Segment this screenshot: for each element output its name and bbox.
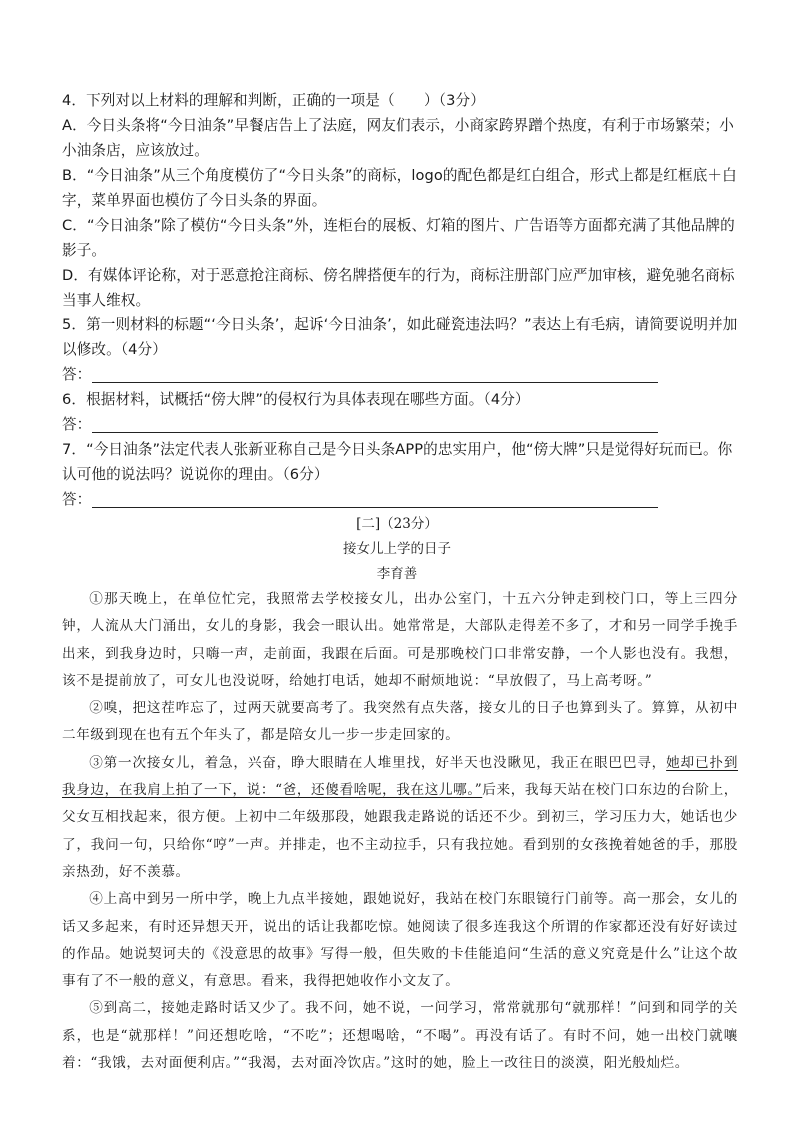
essay-paragraph-4: ④上高中到另一所中学，晚上九点半接她，跟她说好，我站在校门东眼镜行门前等。高一那会，女儿的话又多起来，有时还异想天开，说出的话让我都吃惊。她阅读了很多连我这个所谓的作家都还没有好好读过的作品。她说契诃夫的《没意思的故事》写得一般，但失败的卡佳能追问“生活的意义究竟是什么”让这个故事有了不一般的意义，有意思。看来，我得把她收作小文友了。: [62, 891, 738, 990]
answer-rule: [92, 432, 658, 433]
essay-title: 接女儿上学的日子: [343, 541, 451, 557]
question-6: 6．根据材料，试概括“傍大牌”的侵权行为具体表现在哪些方面。（4分）: [62, 391, 530, 408]
question-5: 5．第一则材料的标题“‘今日头条’，起诉‘今日油条’，如此碰瓷违法吗？”表达上有毛病，请简要说明并加以修改。（4分）: [62, 316, 738, 358]
question-4-option-c: C．“今日油条”除了模仿“今日头条”外，连柜台的展板、灯箱的图片、广告语等方面都充满了其他品牌的影子。: [62, 217, 735, 259]
essay-paragraph-2: ②嗅，把这茬咋忘了，过两天就要高考了。我突然有点失落，接女儿的日子也算到头了。算算，从初中二年级到现在也有五个年头了，都是陪女儿一步一步走回家的。: [62, 700, 738, 744]
question-4: [62, 88, 738, 313]
question-4-option-a: A．今日头条将“今日油条”早餐店告上了法庭，网友们表示，小商家跨界蹭个热度，有利于市场繁荣；小小油条店，应该放过。: [62, 117, 734, 159]
essay-paragraph-5: ⑤到高二，接她走路时话又少了。我不问，她不说，一问学习，常常就那句“就那样！”问到和同学的关系，也是“就那样！”问还想吃啥，“不吃”；还想喝啥，“不喝”。再没有话了。有时不问，她一出校门就嚷着：“我饿，去对面便利店。”“我渴，去对面冷饮店。”这时的她，脸上一改往日的淡漠，阳光般灿烂。: [62, 1000, 738, 1072]
essay-paragraph-1: ①那天晚上，在单位忙完，我照常去学校接女儿，出办公室门，十五六分钟走到校门口，等上三四分钟，人流从大门涌出，女儿的身影，我会一眼认出。她常常是，大部队走得差不多了，才和另一同学手挽手出来，到我身边时，只嗨一声，走前面，我跟在后面。可是那晚校门口非常安静，一个人影也没有。我想，该不是提前放了，可女儿也没说呀，给她打电话，她却不耐烦地说：“早放假了，马上高考呀。”: [62, 591, 738, 689]
question-6-answer-line[interactable]: [62, 412, 622, 437]
section-heading: [二]（23分）: [356, 516, 438, 532]
answer-label: 答：: [62, 366, 92, 383]
question-4-option-b: B．“今日油条”从三个角度模仿了“今日头条”的商标，logo的配色都是红白组合，形式上都是红框底＋白字，菜单界面也模仿了今日头条的界面。: [62, 167, 737, 209]
underlined-sentence: 她却已扑到我身边，在我肩上拍了一下，说：“爸，还傻看啥呢，我在这儿哪。”: [62, 754, 739, 799]
question-4-stem: 4．下列对以上材料的理解和判断，正确的一项是（ ）（3分）: [62, 92, 485, 109]
essay-body: [62, 586, 738, 1077]
essay-paragraph-3-part-b: 后来，我每天站在校门口东边的台阶上，父女互相找起来，很方便。上初中二年级那段，她跟我走路说的话还不少。到初三，学习压力大，她话也少了，我问一句，只给你“哼”一声。并排走，也不主动拉手，只有我拉她。看到别的女孩挽着她爸的手，那股亲热劲，好不羡慕。: [62, 782, 738, 880]
question-5-answer-line[interactable]: [62, 362, 622, 387]
answer-rule: [92, 382, 658, 383]
question-7: 7．“今日油条”法定代表人张新亚称自己是今日头条APP的忠实用户，他“傍大牌”只是觉得好玩而已。你认可他的说法吗？说说你的理由。（6分）: [62, 441, 733, 483]
essay-paragraph-3-part-a: ③第一次接女儿，着急，兴奋，睁大眼睛在人堆里找，好半天也没瞅见，我正在眼巴巴寻，: [89, 754, 667, 771]
question-7-answer-line[interactable]: [62, 487, 622, 512]
essay-paragraph-3: [62, 750, 738, 886]
answer-label: 答：: [62, 416, 92, 433]
question-4-option-d: D．有媒体评论称，对于恶意抢注商标、傍名牌搭便车的行为，商标注册部门应严加审核，避免驰名商标当事人维权。: [62, 267, 735, 309]
essay-author: 李育善: [376, 566, 418, 582]
answer-rule: [92, 507, 658, 508]
answer-label: 答：: [62, 491, 92, 508]
